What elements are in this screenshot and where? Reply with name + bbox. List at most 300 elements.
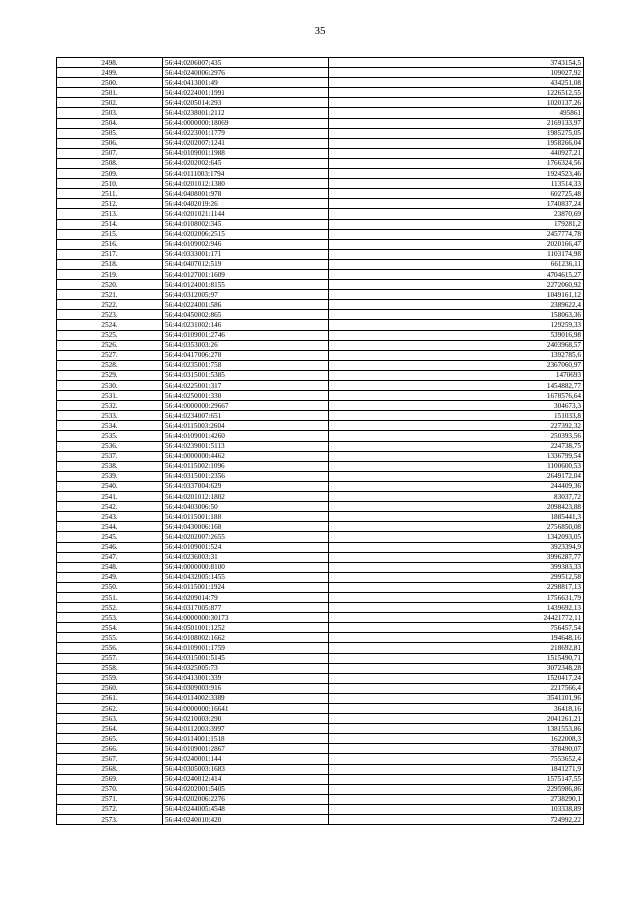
row-number: 2532.: [57, 401, 163, 411]
cadastral-number: 56:44:0501001:1252: [163, 623, 329, 633]
row-number: 2549.: [57, 572, 163, 582]
table-row: [57, 552, 584, 562]
cadastral-number: 56:44:0111003:1794: [163, 169, 329, 179]
row-number: 2534.: [57, 421, 163, 431]
cadastral-number: 56:44:0315001:2356: [163, 471, 329, 481]
table-row: [57, 239, 584, 249]
cadastral-number: 56:44:0000000:4462: [163, 451, 329, 461]
cadastral-value: 113514,33: [329, 179, 584, 189]
row-number: 2511.: [57, 189, 163, 199]
cadastral-value: 129259,33: [329, 320, 584, 330]
cadastral-value: 1766324,56: [329, 158, 584, 168]
cadastral-value: 1336799,54: [329, 451, 584, 461]
cadastral-value: 83037,72: [329, 492, 584, 502]
row-number: 2525.: [57, 330, 163, 340]
table-row: [57, 633, 584, 643]
cadastral-number: 56:44:0124001:8155: [163, 280, 329, 290]
row-number: 2533.: [57, 411, 163, 421]
cadastral-number: 56:44:0305003:1683: [163, 764, 329, 774]
cadastral-number: 56:44:0413001:339: [163, 673, 329, 683]
cadastral-value: 2041261,21: [329, 714, 584, 724]
row-number: 2512.: [57, 199, 163, 209]
table-row: [57, 98, 584, 108]
cadastral-value: 1841271,9: [329, 764, 584, 774]
cadastral-value: 103338,89: [329, 804, 584, 814]
cadastral-value: 2649172,04: [329, 471, 584, 481]
table-row: [57, 290, 584, 300]
table-row: [57, 401, 584, 411]
table-row: [57, 310, 584, 320]
table-row: [57, 360, 584, 370]
cadastral-number: 56:44:0312005:97: [163, 290, 329, 300]
cadastral-number: 56:44:0000000:30173: [163, 613, 329, 623]
cadastral-value: 1226512,55: [329, 88, 584, 98]
cadastral-value: 218692,81: [329, 643, 584, 653]
cadastral-number: 56:44:0236003:31: [163, 552, 329, 562]
row-number: 2510.: [57, 179, 163, 189]
cadastral-number: 56:44:0224001:1991: [163, 88, 329, 98]
table-row: [57, 502, 584, 512]
row-number: 2543.: [57, 512, 163, 522]
table-row: [57, 481, 584, 491]
table-row: [57, 522, 584, 532]
cadastral-number: 56:44:0337004:629: [163, 481, 329, 491]
table-row: [57, 441, 584, 451]
cadastral-number: 56:44:0240010:420: [163, 815, 329, 825]
row-number: 2500.: [57, 78, 163, 88]
table-row: [57, 784, 584, 794]
cadastral-number: 56:44:0112003:3997: [163, 724, 329, 734]
table-row: [57, 88, 584, 98]
row-number: 2499.: [57, 68, 163, 78]
cadastral-number: 56:44:0450002:865: [163, 310, 329, 320]
cadastral-value: 1381553,86: [329, 724, 584, 734]
table-row: [57, 532, 584, 542]
cadastral-number: 56:44:0202007:1241: [163, 138, 329, 148]
table-row: [57, 381, 584, 391]
cadastral-number: 56:44:0114001:1518: [163, 734, 329, 744]
table-row: [57, 300, 584, 310]
cadastral-number: 56:44:0109001:524: [163, 542, 329, 552]
cadastral-number: 56:44:0000000:29667: [163, 401, 329, 411]
row-number: 2518.: [57, 259, 163, 269]
table-row: [57, 199, 584, 209]
cadastral-number: 56:44:0202001:5405: [163, 784, 329, 794]
table-row: [57, 592, 584, 602]
row-number: 2502.: [57, 98, 163, 108]
row-number: 2562.: [57, 704, 163, 714]
cadastral-value: 227392,32: [329, 421, 584, 431]
table-row: [57, 714, 584, 724]
cadastral-value: 151033,8: [329, 411, 584, 421]
row-number: 2526.: [57, 340, 163, 350]
table-row: [57, 704, 584, 714]
table-row: [57, 774, 584, 784]
row-number: 2573.: [57, 815, 163, 825]
cadastral-value: 3541101,96: [329, 693, 584, 703]
cadastral-value: 194648,16: [329, 633, 584, 643]
cadastral-number: 56:44:0115002:1096: [163, 461, 329, 471]
cadastral-number: 56:44:0353003:26: [163, 340, 329, 350]
row-number: 2538.: [57, 461, 163, 471]
table-row: [57, 431, 584, 441]
cadastral-value: 2756850,08: [329, 522, 584, 532]
cadastral-number: 56:44:0325005:73: [163, 663, 329, 673]
cadastral-number: 56:44:0115001:1924: [163, 582, 329, 592]
table-row: [57, 471, 584, 481]
row-number: 2545.: [57, 532, 163, 542]
row-number: 2542.: [57, 502, 163, 512]
row-number: 2564.: [57, 724, 163, 734]
cadastral-number: 56:44:0206007:435: [163, 58, 329, 68]
table-row: [57, 734, 584, 744]
cadastral-value: 2098423,88: [329, 502, 584, 512]
cadastral-value: 4704615,27: [329, 269, 584, 279]
table-row: [57, 492, 584, 502]
cadastral-number: 56:44:0239001:5113: [163, 441, 329, 451]
cadastral-number: 56:44:0000000:18069: [163, 118, 329, 128]
table-row: [57, 421, 584, 431]
cadastral-number: 56:44:0201012:1802: [163, 492, 329, 502]
cadastral-number: 56:44:0317005:877: [163, 603, 329, 613]
cadastral-value: 299512,58: [329, 572, 584, 582]
cadastral-number: 56:44:0240006:2976: [163, 68, 329, 78]
cadastral-number: 56:44:0432005:1455: [163, 572, 329, 582]
cadastral-value: 36418,16: [329, 704, 584, 714]
row-number: 2569.: [57, 774, 163, 784]
row-number: 2498.: [57, 58, 163, 68]
row-number: 2508.: [57, 158, 163, 168]
cadastral-number: 56:44:0109002:946: [163, 239, 329, 249]
row-number: 2572.: [57, 804, 163, 814]
table-row: [57, 219, 584, 229]
cadastral-value: 661236,11: [329, 259, 584, 269]
row-number: 2536.: [57, 441, 163, 451]
row-number: 2527.: [57, 350, 163, 360]
row-number: 2519.: [57, 269, 163, 279]
cadastral-number: 56:44:0402019:26: [163, 199, 329, 209]
cadastral-value: 2457774,78: [329, 229, 584, 239]
cadastral-number: 56:44:0108002:345: [163, 219, 329, 229]
row-number: 2558.: [57, 663, 163, 673]
cadastral-number: 56:44:0109001:1988: [163, 148, 329, 158]
table-row: [57, 189, 584, 199]
row-number: 2544.: [57, 522, 163, 532]
row-number: 2531.: [57, 391, 163, 401]
row-number: 2514.: [57, 219, 163, 229]
table-row: [57, 148, 584, 158]
cadastral-number: 56:44:0205014:293: [163, 98, 329, 108]
row-number: 2570.: [57, 784, 163, 794]
table-row: [57, 249, 584, 259]
cadastral-value: 24421772,11: [329, 613, 584, 623]
cadastral-number: 56:44:0333001:171: [163, 249, 329, 259]
cadastral-value: 1049161,12: [329, 290, 584, 300]
table-row: [57, 118, 584, 128]
cadastral-value: 539016,98: [329, 330, 584, 340]
cadastral-value: 1454882,77: [329, 381, 584, 391]
cadastral-value: 7553652,4: [329, 754, 584, 764]
table-row: [57, 461, 584, 471]
cadastral-number: 56:44:0250001:330: [163, 391, 329, 401]
cadastral-value: 3996287,77: [329, 552, 584, 562]
table-row: [57, 764, 584, 774]
row-number: 2571.: [57, 794, 163, 804]
row-number: 2553.: [57, 613, 163, 623]
cadastral-number: 56:44:0000000:16641: [163, 704, 329, 714]
table-row: [57, 623, 584, 633]
table-body: [57, 58, 584, 825]
row-number: 2548.: [57, 562, 163, 572]
cadastral-number: 56:44:0202007:2655: [163, 532, 329, 542]
cadastral-number: 56:44:0309003:916: [163, 683, 329, 693]
table-row: [57, 229, 584, 239]
cadastral-number: 56:44:0202006:2515: [163, 229, 329, 239]
row-number: 2522.: [57, 300, 163, 310]
row-number: 2554.: [57, 623, 163, 633]
table-row: [57, 169, 584, 179]
cadastral-value: 1678576,64: [329, 391, 584, 401]
table-row: [57, 58, 584, 68]
row-number: 2506.: [57, 138, 163, 148]
row-number: 2509.: [57, 169, 163, 179]
table-row: [57, 138, 584, 148]
cadastral-value: 440927,21: [329, 148, 584, 158]
cadastral-value: 378490,07: [329, 744, 584, 754]
row-number: 2504.: [57, 118, 163, 128]
cadastral-number: 56:44:0108002:1662: [163, 633, 329, 643]
cadastral-number: 56:44:0127001:1609: [163, 269, 329, 279]
table-row: [57, 744, 584, 754]
table-row: [57, 451, 584, 461]
table-row: [57, 653, 584, 663]
cadastral-value: 1924523,46: [329, 169, 584, 179]
cadastral-number: 56:44:0417006:278: [163, 350, 329, 360]
table-row: [57, 683, 584, 693]
table-row: [57, 158, 584, 168]
row-number: 2537.: [57, 451, 163, 461]
cadastral-value: 1985275,05: [329, 128, 584, 138]
cadastral-number: 56:44:0244005:4548: [163, 804, 329, 814]
table-row: [57, 562, 584, 572]
cadastral-value: 3072348,28: [329, 663, 584, 673]
cadastral-value: 1100600,53: [329, 461, 584, 471]
table-row: [57, 68, 584, 78]
table-row: [57, 259, 584, 269]
cadastral-number: 56:44:0115003:2604: [163, 421, 329, 431]
cadastral-value: 2403968,57: [329, 340, 584, 350]
table-row: [57, 542, 584, 552]
cadastral-value: 2298817,13: [329, 582, 584, 592]
row-number: 2565.: [57, 734, 163, 744]
table-row: [57, 815, 584, 825]
cadastral-value: 1958266,04: [329, 138, 584, 148]
table-row: [57, 179, 584, 189]
cadastral-value: 495861: [329, 108, 584, 118]
row-number: 2505.: [57, 128, 163, 138]
cadastral-number: 56:44:0235001:758: [163, 360, 329, 370]
row-number: 2568.: [57, 764, 163, 774]
cadastral-value: 1515490,71: [329, 653, 584, 663]
cadastral-value: 3743154,5: [329, 58, 584, 68]
table-row: [57, 804, 584, 814]
cadastral-number: 56:44:0315001:5385: [163, 370, 329, 380]
row-number: 2560.: [57, 683, 163, 693]
table-row: [57, 391, 584, 401]
table-row: [57, 754, 584, 764]
cadastral-value: 724992,22: [329, 815, 584, 825]
row-number: 2513.: [57, 209, 163, 219]
table-row: [57, 330, 584, 340]
cadastral-value: 399383,33: [329, 562, 584, 572]
table-row: [57, 350, 584, 360]
table-row: [57, 209, 584, 219]
row-number: 2530.: [57, 381, 163, 391]
cadastral-number: 56:44:0315001:5145: [163, 653, 329, 663]
cadastral-number: 56:44:0223001:1779: [163, 128, 329, 138]
row-number: 2567.: [57, 754, 163, 764]
cadastral-value: 224738,75: [329, 441, 584, 451]
row-number: 2520.: [57, 280, 163, 290]
row-number: 2517.: [57, 249, 163, 259]
cadastral-number: 56:44:0114002:3389: [163, 693, 329, 703]
table-row: [57, 724, 584, 734]
cadastral-number: 56:44:0231002:146: [163, 320, 329, 330]
cadastral-number: 56:44:0115001:188: [163, 512, 329, 522]
cadastral-value: 23870,69: [329, 209, 584, 219]
cadastral-number: 56:44:0201012:1380: [163, 179, 329, 189]
row-number: 2566.: [57, 744, 163, 754]
cadastral-value: 1520417,24: [329, 673, 584, 683]
table-row: [57, 370, 584, 380]
table-row: [57, 613, 584, 623]
cadastral-value: 109027,92: [329, 68, 584, 78]
row-number: 2541.: [57, 492, 163, 502]
row-number: 2521.: [57, 290, 163, 300]
cadastral-value: 2389622,4: [329, 300, 584, 310]
cadastral-value: 602725,48: [329, 189, 584, 199]
cadastral-number: 56:44:0209014:79: [163, 592, 329, 602]
row-number: 2559.: [57, 673, 163, 683]
row-number: 2561.: [57, 693, 163, 703]
row-number: 2552.: [57, 603, 163, 613]
row-number: 2550.: [57, 582, 163, 592]
cadastral-value: 1470693: [329, 370, 584, 380]
cadastral-value: 158063,36: [329, 310, 584, 320]
cadastral-value: 2169133,97: [329, 118, 584, 128]
cadastral-number: 56:44:0210003:290: [163, 714, 329, 724]
cadastral-value: 756457,54: [329, 623, 584, 633]
row-number: 2555.: [57, 633, 163, 643]
cadastral-value: 1740837,24: [329, 199, 584, 209]
cadastral-number: 56:44:0202002:645: [163, 158, 329, 168]
cadastral-number: 56:44:0202006:2276: [163, 794, 329, 804]
row-number: 2503.: [57, 108, 163, 118]
page-number: 35: [314, 25, 326, 37]
row-number: 2547.: [57, 552, 163, 562]
cadastral-number: 56:44:0413001:49: [163, 78, 329, 88]
cadastral-value: 434251,08: [329, 78, 584, 88]
table-row: [57, 340, 584, 350]
cadastral-value: 2738290,1: [329, 794, 584, 804]
row-number: 2551.: [57, 592, 163, 602]
cadastral-number: 56:44:0408001:978: [163, 189, 329, 199]
table-row: [57, 128, 584, 138]
row-number: 2501.: [57, 88, 163, 98]
table-row: [57, 512, 584, 522]
cadastral-value: 2295986,86: [329, 784, 584, 794]
cadastral-number: 56:44:0240012:414: [163, 774, 329, 784]
row-number: 2563.: [57, 714, 163, 724]
cadastral-value: 1575147,55: [329, 774, 584, 784]
row-number: 2546.: [57, 542, 163, 552]
row-number: 2528.: [57, 360, 163, 370]
row-number: 2523.: [57, 310, 163, 320]
cadastral-number: 56:44:0238001:2112: [163, 108, 329, 118]
cadastral-value-table: [56, 57, 584, 825]
cadastral-number: 56:44:0407012:519: [163, 259, 329, 269]
cadastral-value: 1103174,98: [329, 249, 584, 259]
row-number: 2524.: [57, 320, 163, 330]
cadastral-value: 1342093,05: [329, 532, 584, 542]
table-row: [57, 673, 584, 683]
cadastral-value: 2217566,4: [329, 683, 584, 693]
row-number: 2529.: [57, 370, 163, 380]
cadastral-number: 56:44:0234007:651: [163, 411, 329, 421]
cadastral-value: 2272060,92: [329, 280, 584, 290]
cadastral-value: 1392785,6: [329, 350, 584, 360]
row-number: 2540.: [57, 481, 163, 491]
table-row: [57, 78, 584, 88]
cadastral-number: 56:44:0403006:50: [163, 502, 329, 512]
table-row: [57, 572, 584, 582]
row-number: 2535.: [57, 431, 163, 441]
cadastral-value: 1622008,3: [329, 734, 584, 744]
cadastral-number: 56:44:0430006:168: [163, 522, 329, 532]
cadastral-number: 56:44:0109001:1759: [163, 643, 329, 653]
table-row: [57, 108, 584, 118]
cadastral-value: 250393,56: [329, 431, 584, 441]
cadastral-value: 1439692,13: [329, 603, 584, 613]
table-row: [57, 603, 584, 613]
table-row: [57, 663, 584, 673]
cadastral-value: 1756631,79: [329, 592, 584, 602]
row-number: 2556.: [57, 643, 163, 653]
row-number: 2507.: [57, 148, 163, 158]
table-row: [57, 411, 584, 421]
cadastral-number: 56:44:0201021:1144: [163, 209, 329, 219]
table-row: [57, 280, 584, 290]
row-number: 2516.: [57, 239, 163, 249]
row-number: 2539.: [57, 471, 163, 481]
cadastral-value: 2367060,97: [329, 360, 584, 370]
cadastral-value: 244409,36: [329, 481, 584, 491]
cadastral-number: 56:44:0240001:144: [163, 754, 329, 764]
table-row: [57, 582, 584, 592]
cadastral-value: 3923394,9: [329, 542, 584, 552]
table-row: [57, 269, 584, 279]
cadastral-value: 1885441,3: [329, 512, 584, 522]
table-row: [57, 794, 584, 804]
cadastral-number: 56:44:0109001:2746: [163, 330, 329, 340]
cadastral-number: 56:44:0109001:2867: [163, 744, 329, 754]
cadastral-number: 56:44:0224001:586: [163, 300, 329, 310]
cadastral-value: 2020166,47: [329, 239, 584, 249]
cadastral-number: 56:44:0109001:4260: [163, 431, 329, 441]
table-row: [57, 643, 584, 653]
cadastral-number: 56:44:0225001:317: [163, 381, 329, 391]
cadastral-value: 1020137,26: [329, 98, 584, 108]
